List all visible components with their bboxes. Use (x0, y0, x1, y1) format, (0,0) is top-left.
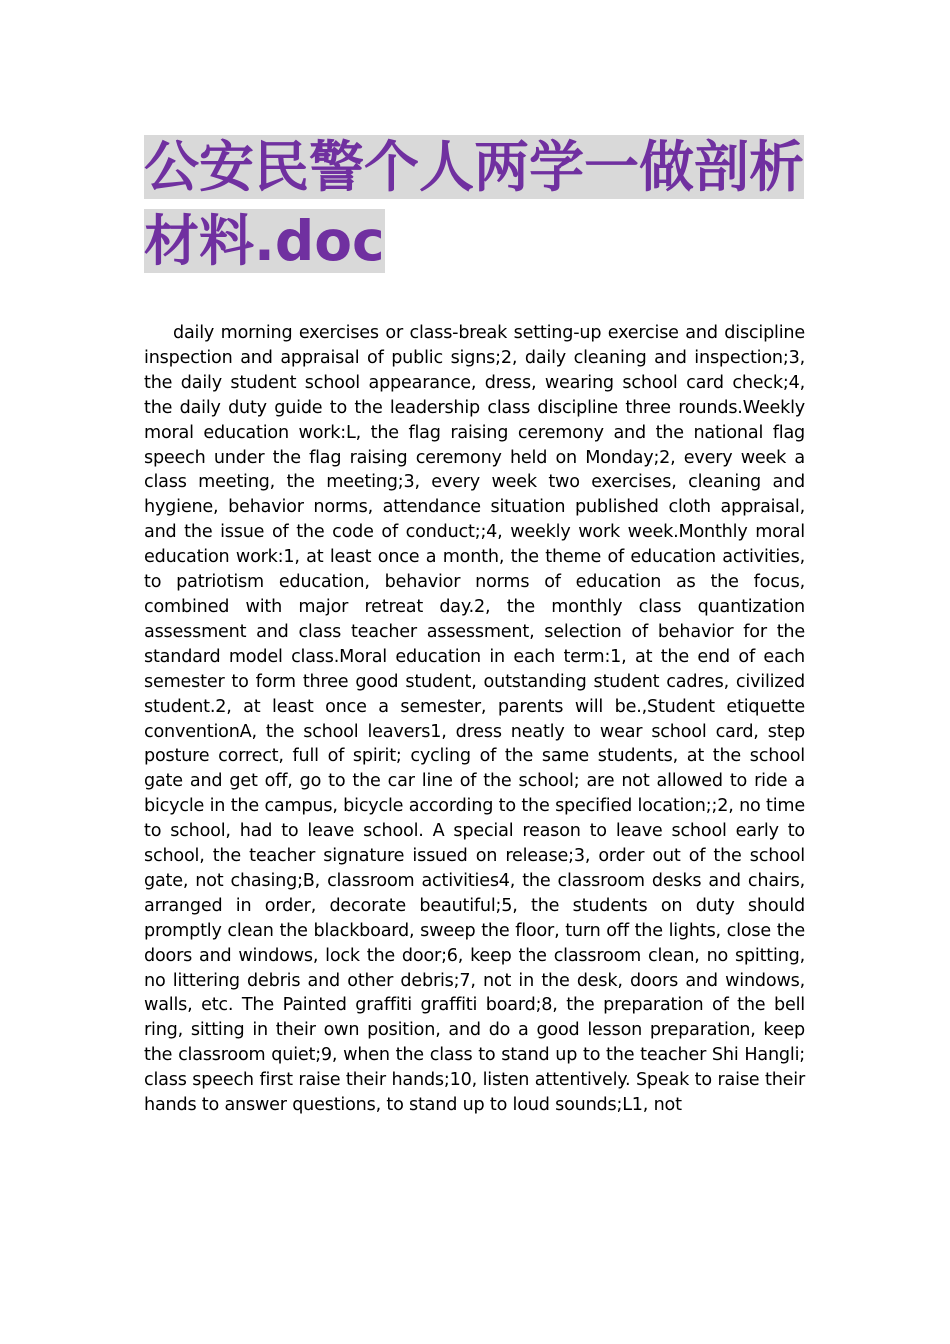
document-body-paragraph: daily morning exercises or class-break setting-up exercise and discipline inspection and appraisal of public signs;2, daily cleaning and inspection;3, the daily student school appearance, dress, wearing school card check;4, the daily duty guide to the leadership class discipline three rounds.Weekly moral education work:L, the flag raising ceremony and the national flag speech under the flag raising ceremony held on Monday;2, every week a class meeting, the meeting;3, every week two exercises, cleaning and hygiene, behavior norms, attendance situation published cloth appraisal, and the issue of the code of conduct;;4, weekly work week.Monthly moral education work:1, at least once a month, the theme of education activities, to patriotism education, behavior norms of education as the focus, combined with major retreat day.2, the monthly class quantization assessment and class teacher assessment, selection of behavior for the standard model class.Moral education in each term:1, at the end of each semester to form three good student, outstanding student cadres, civilized student.2, at least once a semester, parents will be.,Student etiquette conventionA, the school leavers1, dress neatly to wear school card, step posture correct, full of spirit; cycling of the same students, at the school gate and get off, go to the car line of the school; are not allowed to ride a bicycle in the campus, bicycle according to the specified location;;2, no time to school, had to leave school. A special reason to leave school early to school, the teacher signature issued on release;3, order out of the school gate, not chasing;B, classroom activities4, the classroom desks and chairs, arranged in order, decorate beautiful;5, the students on duty should promptly clean the blackboard, sweep the floor, turn off the lights, close the doors and windows, lock the door;6, keep the classroom clean, no spitting, no littering debris and other debris;7, not in the desk, doors and windows, walls, etc. The Painted graffiti graffiti board;8, the preparation of the bell ring, sitting in their own position, and do a good lesson preparation, keep the classroom quiet;9, when the class to stand up to the teacher Shi Hangli; class speech first raise their hands;10, listen attentively. Speak to raise their hands to answer questions, to stand up to loud sounds;L1, not (144, 323, 805, 1116)
document-title (144, 130, 808, 278)
document-title-text: 公安民警个人两学一做剖析材料.doc (144, 135, 805, 273)
